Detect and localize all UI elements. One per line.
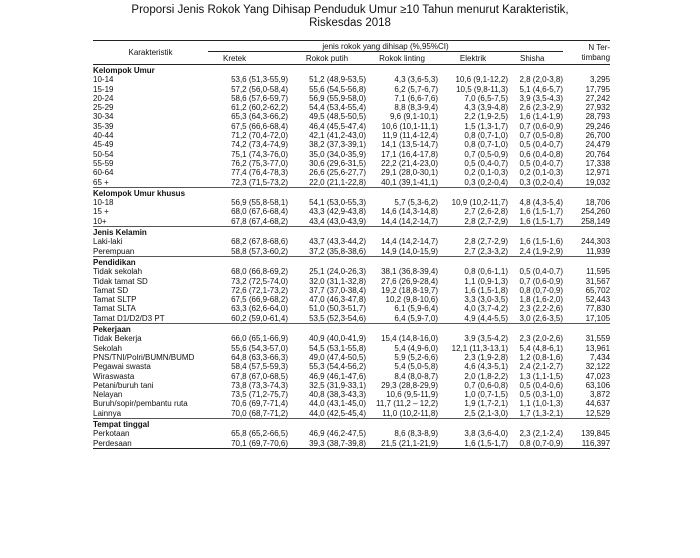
rokok-linting-cell: 29,1 (28,0-30,1) [381, 168, 438, 178]
n-terimbang-cell: 77,830 [585, 304, 611, 314]
rokok-putih-cell: 32,5 (31,9-33,1) [309, 380, 366, 390]
rokok-linting-cell: 9,6 (9,1-10,1) [389, 112, 438, 122]
row-label: 10+ [93, 216, 107, 226]
kretek-cell: 70,0 (68,7-71,2) [231, 408, 288, 418]
shisha-cell: 3,9 (3,5-4,3) [519, 93, 564, 103]
n-terimbang-cell: 24,479 [585, 140, 611, 150]
rokok-putih-cell: 39,3 (38,7-39,8) [288, 439, 366, 449]
group-header-row [93, 324, 610, 335]
shisha-cell: 0,3 (0,2-0,4) [519, 177, 564, 187]
rokok-putih-cell: 46,4 (45,5-47,4) [309, 121, 366, 131]
kretek-cell: 60,2 (59,0-61,4) [231, 313, 288, 323]
group-header-row [93, 256, 610, 267]
elektrik-cell: 7,0 (6,5-7,5) [464, 93, 508, 103]
n-terimbang-cell: 31,559 [585, 334, 611, 344]
rokok-linting-cell: 5,7 (5,3-6,2) [394, 198, 438, 208]
rokok-linting-cell: 11,7 (11,2 – 12,2) [376, 399, 438, 409]
shisha-cell: 1,8 (1,6-2,0) [519, 295, 564, 305]
table-row [93, 178, 610, 188]
kretek-cell: 68,2 (67,8-68,6) [231, 237, 288, 247]
row-label: Pegawai swasta [93, 362, 151, 372]
group-header-row [93, 65, 610, 76]
shisha-cell: 2,4 (2,1-2,7) [519, 362, 564, 372]
rokok-linting-cell: 14,6 (14,3-14,8) [381, 207, 438, 217]
row-label: 50-54 [93, 149, 114, 159]
table-body [93, 65, 610, 449]
elektrik-cell: 0,8 (0,7-1,0) [464, 131, 508, 141]
elektrik-cell: 1,9 (1,7-2,1) [464, 399, 508, 409]
elektrik-cell: 0,8 (0,7-1,0) [464, 140, 508, 150]
row-label: 20-24 [93, 93, 114, 103]
rokok-linting-cell: 10,6 (9,5-11,9) [386, 390, 438, 400]
header-n-line-1: N Ter- [588, 43, 611, 52]
elektrik-cell: 1,6 (1,5-1,8) [464, 285, 508, 295]
elektrik-cell: 3,3 (3,0-3,5) [464, 295, 508, 305]
header-n-terimbang [563, 41, 610, 65]
table-row [93, 131, 610, 140]
elektrik-cell: 0,8 (0,6-1,1) [464, 267, 508, 277]
elektrik-cell: 10,6 (9,1-12,2) [455, 75, 508, 85]
rokok-putih-cell: 51,2 (48,9-53,5) [309, 75, 366, 85]
shisha-cell: 0,7 (0,6-0,9) [519, 276, 564, 286]
kretek-cell: 76,2 (75,3-77,0) [231, 158, 288, 168]
rokok-putih-cell: 43,7 (43,3-44,2) [309, 237, 366, 247]
n-terimbang-cell: 29,246 [585, 121, 611, 131]
row-label: Perempuan [93, 246, 135, 256]
elektrik-cell: 2,8 (2,7-2,9) [464, 237, 508, 247]
kretek-cell: 77,4 (76,4-78,3) [231, 168, 288, 178]
table-row [93, 94, 610, 103]
row-label: Tidak sekolah [93, 267, 143, 277]
shisha-cell: 0,5 (0,4-0,7) [519, 158, 564, 168]
table-row [93, 409, 610, 419]
shisha-cell: 1,1 (1,0-1,3) [519, 399, 564, 409]
row-label: 10-18 [93, 198, 114, 208]
elektrik-cell: 4,3 (3,9-4,8) [464, 103, 508, 113]
row-label: Buruh/sopir/pembantu ruta [93, 399, 188, 409]
elektrik-cell: 0,7 (0,6-0,8) [464, 380, 508, 390]
elektrik-cell: 4,9 (4,4-5,5) [464, 313, 508, 323]
kretek-cell: 70,6 (69,7-71,4) [231, 399, 288, 409]
rokok-linting-cell: 38,1 (36,8-39,4) [381, 267, 438, 277]
n-terimbang-cell: 44,637 [585, 399, 611, 409]
header-jenis-rokok: jenis rokok yang dihisap (%,95%CI) [208, 41, 563, 52]
kretek-cell: 74,2 (73,4-74,9) [231, 140, 288, 150]
row-label: 45-49 [93, 140, 114, 150]
kretek-cell: 65,3 (64,3-66,2) [231, 112, 288, 122]
row-label: 65 + [93, 177, 109, 187]
row-label: Perdesaan [93, 439, 208, 449]
rokok-linting-cell: 5,9 (5,2-6,6) [394, 352, 438, 362]
table-row [93, 75, 610, 84]
shisha-cell: 1,7 (1,3-2,1) [519, 408, 564, 418]
shisha-cell: 0,6 (0,4-0,8) [519, 149, 564, 159]
kretek-cell: 68,0 (66,8-69,2) [231, 267, 288, 277]
group-label: Tempat tinggal [93, 418, 610, 429]
rokok-putih-cell: 37,7 (37,0-38,4) [309, 285, 366, 295]
rokok-linting-cell: 15,4 (14,8-16,0) [381, 334, 438, 344]
rokok-putih-cell: 43,4 (43,0-43,9) [309, 216, 366, 226]
row-label: Tamat SD [93, 285, 129, 295]
table-row [93, 286, 610, 295]
rokok-putih-cell: 53,5 (52,3-54,6) [309, 313, 366, 323]
elektrik-cell: 1,1 (0,9-1,3) [464, 276, 508, 286]
table-row [93, 362, 610, 371]
table-row [93, 314, 610, 324]
row-label: Tamat SLTA [93, 304, 136, 314]
header-elektrik: Elektrik [438, 52, 508, 65]
n-terimbang-cell: 27,242 [585, 93, 611, 103]
kretek-cell: 53,6 (51,3-55,9) [231, 75, 288, 85]
group-label: Pendidikan [93, 256, 610, 267]
kretek-cell: 64,8 (63,3-66,3) [231, 352, 288, 362]
group-label: Pekerjaan [93, 324, 610, 335]
row-label: 15-19 [93, 84, 114, 94]
elektrik-cell: 2,7 (2,6-2,8) [464, 207, 508, 217]
header-rokok-putih: Rokok putih [288, 52, 366, 65]
kretek-cell: 75,1 (74,3-76,0) [231, 149, 288, 159]
rokok-putih-cell: 26,6 (25,6-27,7) [309, 168, 366, 178]
elektrik-cell: 2,0 (1,8-2,2) [464, 371, 508, 381]
shisha-cell: 3,0 (2,6-3,5) [519, 313, 564, 323]
rokok-linting-cell: 8,6 (8,3-8,9) [394, 429, 438, 439]
table-row [93, 198, 610, 207]
shisha-cell: 5,4 (4,8-6,1) [519, 343, 564, 353]
rokok-linting-cell: 6,4 (5,9-7,0) [394, 313, 438, 323]
rokok-linting-cell: 14,9 (14,0-15,9) [381, 246, 438, 256]
rokok-putih-cell: 49,5 (48,5-50,5) [309, 112, 366, 122]
table-row [93, 334, 610, 343]
elektrik-cell: 0,7 (0,5-0,9) [464, 149, 508, 159]
rokok-putih-cell: 56,9 (55,9-58,0) [309, 93, 366, 103]
shisha-cell: 2,4 (1,9-2,9) [519, 246, 564, 256]
rokok-putih-cell: 40,9 (40,0-41,9) [309, 334, 366, 344]
table-row [93, 277, 610, 286]
row-label: Tamat SLTP [93, 295, 137, 305]
elektrik-cell: 10,9 (10,2-11,7) [451, 198, 508, 208]
rokok-linting-cell: 19,2 (18,8-19,7) [381, 285, 438, 295]
rokok-putih-cell: 40,8 (38,3-43,3) [309, 390, 366, 400]
kretek-cell: 67,5 (66,9-68,2) [231, 295, 288, 305]
table-row [93, 353, 610, 362]
elektrik-cell: 3,8 (3,6-4,0) [464, 429, 508, 439]
n-terimbang-cell: 26,700 [585, 131, 611, 141]
shisha-cell: 0,5 (0,3-1,0) [519, 390, 564, 400]
kretek-cell: 65,8 (65,2-66,5) [231, 429, 288, 439]
row-label: Lainnya [93, 408, 122, 418]
rokok-putih-cell: 44,0 (43,1-45,0) [309, 399, 366, 409]
elektrik-cell: 3,9 (3,5-4,2) [464, 334, 508, 344]
shisha-cell: 2,6 (2,3-2,9) [519, 103, 564, 113]
table-row [93, 399, 610, 408]
n-terimbang-cell: 65,702 [585, 285, 611, 295]
shisha-cell: 0,5 (0,4-0,6) [519, 380, 564, 390]
n-terimbang-cell: 17,338 [585, 158, 611, 168]
n-terimbang-cell: 47,023 [585, 371, 611, 381]
rokok-linting-cell: 21,5 (21,1-21,9) [366, 439, 438, 449]
rokok-linting-cell: 11,0 (10,2-11,8) [382, 408, 438, 418]
row-label: Nelayan [93, 390, 123, 400]
shisha-cell: 2,3 (2,1-2,4) [519, 429, 564, 439]
rokok-putih-cell: 54,5 (53,1-55,8) [309, 343, 366, 353]
row-label: PNS/TNI/Polri/BUMN/BUMD [93, 352, 195, 362]
elektrik-cell: 0,5 (0,4-0,7) [464, 158, 508, 168]
group-header-row [93, 227, 610, 238]
n-terimbang-cell: 63,106 [585, 380, 611, 390]
row-label: Petani/buruh tani [93, 380, 154, 390]
n-terimbang-cell: 258,149 [581, 216, 611, 226]
kretek-cell: 61,2 (60,2-62,2) [231, 103, 288, 113]
header-karakteristik: Karakteristik [93, 41, 208, 65]
rokok-putih-cell: 46,9 (46,2-47,5) [309, 429, 366, 439]
group-header-row [93, 418, 610, 429]
kretek-cell: 63,3 (62,6-64,0) [231, 304, 288, 314]
kretek-cell: 72,6 (72,1-73,2) [231, 285, 288, 295]
elektrik-cell: 0,2 (0,1-0,3) [464, 168, 508, 178]
kretek-cell: 58,8 (57,3-60,2) [231, 246, 288, 256]
row-label: 55-59 [93, 158, 114, 168]
table-row [93, 429, 610, 438]
elektrik-cell: 0,3 (0,2-0,4) [464, 177, 508, 187]
row-label: Perkotaan [93, 429, 130, 439]
shisha-cell: 0,7 (0,5-0,8) [519, 131, 564, 141]
rokok-putih-cell: 49,0 (47,4-50,5) [309, 352, 366, 362]
rokok-putih-cell: 32,0 (31,1-32,8) [309, 276, 366, 286]
rokok-linting-cell: 8,4 (8,0-8,7) [394, 371, 438, 381]
shisha-cell: 0,5 (0,4-0,7) [519, 140, 564, 150]
n-terimbang-cell: 18,706 [585, 198, 611, 208]
table-row [93, 390, 610, 399]
table-row [93, 168, 610, 177]
elektrik-cell: 10,5 (9,8-11,3) [456, 84, 508, 94]
rokok-putih-cell: 44,0 (42,5-45,4) [309, 408, 366, 418]
shisha-cell: 2,3 (2,0-2,6) [519, 334, 564, 344]
header-n-line-2: timbang [581, 52, 611, 62]
elektrik-cell: 4,6 (4,3-5,1) [464, 362, 508, 372]
table-row [93, 344, 610, 353]
rokok-putih-cell: 51,0 (50,3-51,7) [309, 304, 366, 314]
n-terimbang-cell: 254,260 [581, 207, 611, 217]
title-line-1: Proporsi Jenis Rokok Yang Dihisap Penduduk Umur ≥10 Tahun menurut Karakteristik, [131, 4, 569, 16]
kretek-cell: 58,6 (57,6-59,7) [231, 93, 288, 103]
rokok-putih-cell: 43,3 (42,9-43,8) [309, 207, 366, 217]
rokok-putih-cell: 35,0 (34,0-35,9) [309, 149, 366, 159]
rokok-putih-cell: 47,0 (46,3-47,8) [309, 295, 366, 305]
row-label: Sekolah [93, 343, 122, 353]
elektrik-cell: 1,5 (1,3-1,7) [464, 121, 508, 131]
table-row [93, 85, 610, 94]
row-label: Laki-laki [93, 237, 123, 247]
n-terimbang-cell: 32,122 [585, 362, 611, 372]
table-row [93, 207, 610, 216]
row-label: Wiraswasta [93, 371, 135, 381]
rokok-putih-cell: 46,9 (46,1-47,6) [309, 371, 366, 381]
n-terimbang-cell: 13,961 [585, 343, 611, 353]
rokok-linting-cell: 7,1 (6,6-7,6) [394, 93, 438, 103]
n-terimbang-cell: 12,529 [585, 408, 611, 418]
n-terimbang-cell: 3,295 [590, 75, 611, 85]
elektrik-cell: 2,7 (2,3-3,2) [464, 246, 508, 256]
shisha-cell: 1,6 (1,5-1,6) [519, 237, 564, 247]
row-label: 25-29 [93, 103, 114, 113]
header-rokok-linting: Rokok linting [366, 52, 438, 65]
n-terimbang-cell: 17,105 [585, 313, 611, 323]
shisha-cell: 0,5 (0,4-0,7) [519, 267, 564, 277]
elektrik-cell: 4,0 (3,7-4,2) [464, 304, 508, 314]
table-title [0, 4, 700, 30]
rokok-linting-cell: 11,9 (11,4-12,4) [382, 131, 438, 141]
table-row [93, 140, 610, 149]
table-row [93, 122, 610, 131]
rokok-putih-cell: 38,2 (37,3-39,1) [309, 140, 366, 150]
row-label: 60-64 [93, 168, 114, 178]
n-terimbang-cell: 19,032 [585, 177, 611, 187]
shisha-cell: 5,1 (4,6-5,7) [519, 84, 564, 94]
kretek-cell: 67,8 (67,0-68,5) [231, 371, 288, 381]
rokok-putih-cell: 22,0 (21,1-22,8) [309, 177, 366, 187]
n-terimbang-cell: 31,567 [585, 276, 611, 286]
shisha-cell: 0,8 (0,7-0,9) [519, 285, 564, 295]
kretek-cell: 73,2 (72,5-74,0) [231, 276, 288, 286]
kretek-cell: 68,0 (67,6-68,4) [231, 207, 288, 217]
rokok-linting-cell: 10,6 (10,1-11,1) [381, 121, 438, 131]
shisha-cell: 1,3 (1,1-1,5) [519, 371, 564, 381]
elektrik-cell: 12,1 (11,3-13,1) [451, 343, 508, 353]
shisha-cell: 1,2 (0,8-1,6) [519, 352, 564, 362]
group-label: Kelompok Umur khusus [93, 187, 610, 198]
rokok-linting-cell: 8,8 (8,3-9,4) [394, 103, 438, 113]
table-row [93, 304, 610, 313]
rokok-linting-cell: 5,4 (4,9-6,0) [394, 343, 438, 353]
table-row [93, 381, 610, 390]
shisha-cell: 0,8 (0,7-0,9) [508, 439, 563, 449]
n-terimbang-cell: 12,971 [585, 168, 611, 178]
n-terimbang-cell: 139,845 [581, 429, 611, 439]
table-row [93, 237, 610, 246]
n-terimbang-cell: 28,793 [585, 112, 611, 122]
shisha-cell: 0,2 (0,1-0,3) [519, 168, 564, 178]
n-terimbang-cell: 20,764 [585, 149, 611, 159]
rokok-linting-cell: 22,2 (21,4-23,0) [381, 158, 438, 168]
rokok-linting-cell: 14,4 (14,2-14,7) [381, 237, 438, 247]
rokok-putih-cell: 54,1 (53,0-55,3) [309, 198, 366, 208]
row-label: Tidak Bekerja [93, 334, 142, 344]
elektrik-cell: 2,2 (1,9-2,5) [464, 112, 508, 122]
kretek-cell: 67,5 (66,6-68,4) [231, 121, 288, 131]
shisha-cell: 2,8 (2,0-3,8) [519, 75, 564, 85]
row-label: 40-44 [93, 131, 114, 141]
rokok-putih-cell: 42,1 (41,2-43,0) [309, 131, 366, 141]
kretek-cell: 71,2 (70,4-72,0) [231, 131, 288, 141]
n-terimbang-cell: 11,595 [586, 267, 611, 277]
rokok-linting-cell: 4,3 (3,6-5,3) [394, 75, 438, 85]
rokok-linting-cell: 14,1 (13,5-14,7) [381, 140, 438, 150]
table-row [93, 439, 610, 449]
shisha-cell: 1,6 (1,4-1,9) [519, 112, 564, 122]
shisha-cell: 2,3 (2,2-2,6) [519, 304, 564, 314]
rokok-putih-cell: 55,6 (54,5-56,8) [309, 84, 366, 94]
n-terimbang-cell: 116,397 [563, 439, 610, 449]
kretek-cell: 72,3 (71,5-73,2) [231, 177, 288, 187]
n-terimbang-cell: 3,872 [590, 390, 611, 400]
row-label: 30-34 [93, 112, 114, 122]
table-row [93, 150, 610, 159]
rokok-linting-cell: 6,1 (5,9-6,4) [394, 304, 438, 314]
rokok-putih-cell: 37,2 (35,8-38,6) [309, 246, 366, 256]
kretek-cell: 56,9 (55,8-58,1) [231, 198, 288, 208]
n-terimbang-cell: 11,939 [586, 246, 611, 256]
elektrik-cell: 1,0 (0,7-1,5) [464, 390, 508, 400]
elektrik-cell: 1,6 (1,5-1,7) [438, 439, 508, 449]
table-row [93, 372, 610, 381]
elektrik-cell: 2,8 (2,7-2,9) [464, 216, 508, 226]
table-row [93, 112, 610, 121]
elektrik-cell: 2,3 (1,9-2,8) [464, 352, 508, 362]
kretek-cell: 57,2 (56,0-58,4) [231, 84, 288, 94]
group-label: Jenis Kelamin [93, 227, 610, 238]
row-label: 10-14 [93, 75, 114, 85]
table-row [93, 295, 610, 304]
title-line-2: Riskesdas 2018 [309, 17, 391, 29]
table-row [93, 103, 610, 112]
group-label: Kelompok Umur [93, 66, 155, 75]
shisha-cell: 1,6 (1,5-1,7) [519, 207, 564, 217]
table-row [93, 217, 610, 227]
n-terimbang-cell: 7,434 [590, 352, 611, 362]
kretek-cell: 55,6 (54,3-57,0) [231, 343, 288, 353]
row-label: Tamat D1/D2/D3 PT [93, 313, 165, 323]
n-terimbang-cell: 17,795 [585, 84, 611, 94]
rokok-putih-cell: 55,3 (54,4-56,2) [309, 362, 366, 372]
rokok-linting-cell: 6,2 (5,7-6,7) [394, 84, 438, 94]
shisha-cell: 4,8 (4,3-5,4) [519, 198, 564, 208]
kretek-cell: 73,5 (71,2-75,7) [231, 390, 288, 400]
rokok-linting-cell: 14,4 (14,2-14,7) [381, 216, 438, 226]
rokok-linting-cell: 17,1 (16,4-17,8) [381, 149, 438, 159]
table-row [93, 159, 610, 168]
rokok-linting-cell: 29,3 (28,8-29,9) [381, 380, 438, 390]
data-table [93, 40, 610, 449]
kretek-cell: 70,1 (69,7-70,6) [208, 439, 288, 449]
n-terimbang-cell: 27,932 [585, 103, 611, 113]
rokok-linting-cell: 40,1 (39,1-41,1) [381, 177, 438, 187]
table-row [93, 247, 610, 257]
shisha-cell: 1,6 (1,5-1,7) [519, 216, 564, 226]
rokok-putih-cell: 25,1 (24,0-26,3) [309, 267, 366, 277]
header-shisha: Shisha [508, 52, 563, 65]
table-row [93, 267, 610, 276]
rokok-putih-cell: 30,6 (29,6-31,5) [309, 158, 366, 168]
rokok-linting-cell: 5,4 (5,0-5,8) [394, 362, 438, 372]
kretek-cell: 58,4 (57,5-59,3) [231, 362, 288, 372]
rokok-linting-cell: 27,6 (26,9-28,4) [381, 276, 438, 286]
kretek-cell: 67,8 (67,4-68,2) [231, 216, 288, 226]
row-label: Tidak tamat SD [93, 276, 148, 286]
shisha-cell: 0,7 (0,6-0,9) [519, 121, 564, 131]
kretek-cell: 66,0 (65,1-66,9) [231, 334, 288, 344]
rokok-linting-cell: 10,2 (9,8-10,6) [385, 295, 438, 305]
elektrik-cell: 2,5 (2,1-3,0) [464, 408, 508, 418]
header-kretek: Kretek [208, 52, 288, 65]
row-label: 15 + [93, 207, 109, 217]
n-terimbang-cell: 52,443 [585, 295, 611, 305]
row-label: 35-39 [93, 121, 114, 131]
kretek-cell: 73,8 (73,3-74,3) [231, 380, 288, 390]
group-header-row [93, 187, 610, 198]
n-terimbang-cell: 244,303 [581, 237, 611, 247]
rokok-putih-cell: 54,4 (53,4-55,4) [309, 103, 366, 113]
